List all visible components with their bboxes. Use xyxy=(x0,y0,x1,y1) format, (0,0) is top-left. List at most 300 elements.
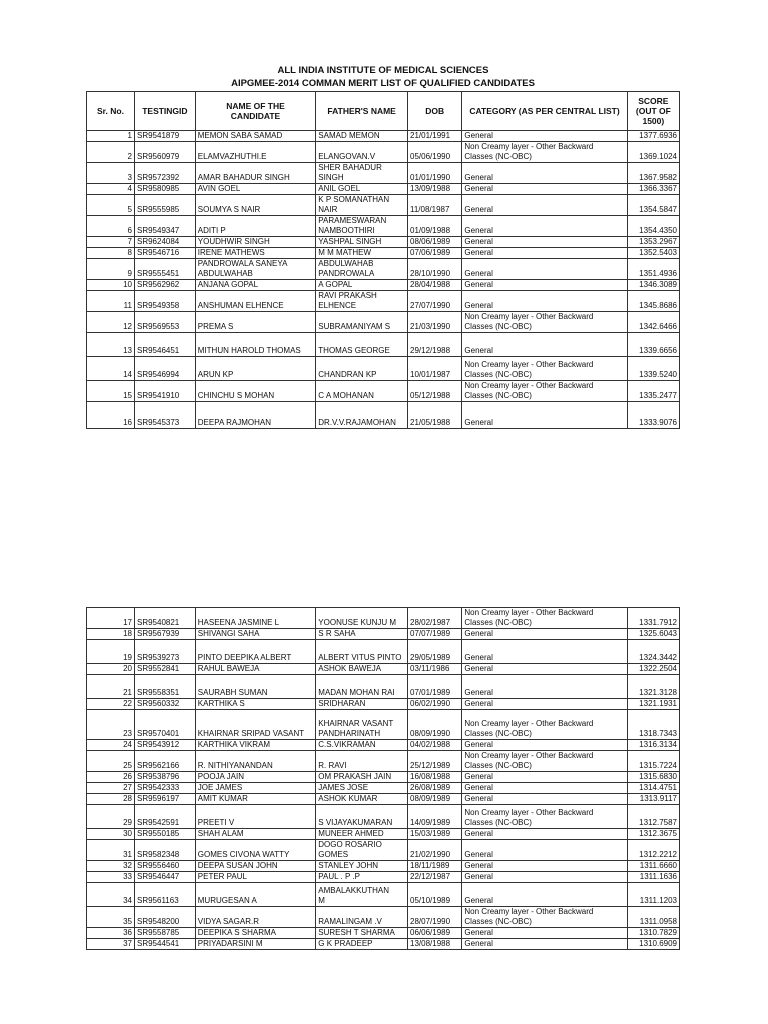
sr-no-cell: 25 xyxy=(87,751,135,772)
testing-id-cell: SR9546994 xyxy=(134,357,195,381)
score-cell: 1310.6909 xyxy=(627,939,679,950)
score-cell: 1354.5847 xyxy=(627,195,679,216)
father-name-cell: PARAMESWARAN NAMBOOTHIRI xyxy=(316,216,408,237)
category-cell: General xyxy=(462,783,627,794)
score-cell: 1366.3367 xyxy=(627,184,679,195)
candidate-name-cell: KHAIRNAR SRIPAD VASANT xyxy=(195,710,316,740)
header-testing-id: TESTINGID xyxy=(134,92,195,131)
score-cell: 1311.6660 xyxy=(627,861,679,872)
candidate-name-cell: JOE JAMES xyxy=(195,783,316,794)
sr-no-cell: 19 xyxy=(87,640,135,664)
sr-no-cell: 30 xyxy=(87,829,135,840)
score-cell: 1312.3675 xyxy=(627,829,679,840)
sr-no-cell: 8 xyxy=(87,248,135,259)
candidate-name-cell: POOJA JAIN xyxy=(195,772,316,783)
testing-id-cell: SR9562962 xyxy=(134,280,195,291)
testing-id-cell: SR9552841 xyxy=(134,664,195,675)
sr-no-cell: 9 xyxy=(87,259,135,280)
category-cell: Non Creamy layer - Other Backward Classes (NC-OBC) xyxy=(462,710,627,740)
father-name-cell: ALBERT VITUS PINTO xyxy=(316,640,408,664)
score-cell: 1367.9582 xyxy=(627,163,679,184)
sr-no-cell: 24 xyxy=(87,740,135,751)
dob-cell: 21/01/1991 xyxy=(408,131,462,142)
category-cell: General xyxy=(462,291,627,312)
category-cell: Non Creamy layer - Other Backward Classes (NC-OBC) xyxy=(462,357,627,381)
sr-no-cell: 7 xyxy=(87,237,135,248)
father-name-cell: C A MOHANAN xyxy=(316,381,408,402)
score-cell: 1318.7343 xyxy=(627,710,679,740)
table-row xyxy=(87,783,680,794)
candidate-name-cell: AVIN GOEL xyxy=(195,184,316,195)
table-row xyxy=(87,291,680,312)
testing-id-cell: SR9541879 xyxy=(134,131,195,142)
table-row xyxy=(87,184,680,195)
candidate-name-cell: AMAR BAHADUR SINGH xyxy=(195,163,316,184)
sr-no-cell: 37 xyxy=(87,939,135,950)
score-cell: 1353.2967 xyxy=(627,237,679,248)
father-name-cell: ASHOK KUMAR xyxy=(316,794,408,805)
testing-id-cell: SR9555985 xyxy=(134,195,195,216)
table-row xyxy=(87,883,680,907)
father-name-cell: THOMAS GEORGE xyxy=(316,333,408,357)
father-name-cell: CHANDRAN KP xyxy=(316,357,408,381)
dob-cell: 13/08/1988 xyxy=(408,939,462,950)
father-name-cell: PAUL . P .P xyxy=(316,872,408,883)
sr-no-cell: 26 xyxy=(87,772,135,783)
sr-no-cell: 2 xyxy=(87,142,135,163)
score-cell: 1339.5240 xyxy=(627,357,679,381)
table-row xyxy=(87,131,680,142)
dob-cell: 01/01/1990 xyxy=(408,163,462,184)
category-cell: Non Creamy layer - Other Backward Classes (NC-OBC) xyxy=(462,907,627,928)
dob-cell: 01/09/1988 xyxy=(408,216,462,237)
dob-cell: 28/04/1988 xyxy=(408,280,462,291)
sr-no-cell: 35 xyxy=(87,907,135,928)
category-cell: Non Creamy layer - Other Backward Classes (NC-OBC) xyxy=(462,381,627,402)
candidate-name-cell: MITHUN HAROLD THOMAS xyxy=(195,333,316,357)
category-cell: General xyxy=(462,794,627,805)
testing-id-cell: SR9545373 xyxy=(134,402,195,429)
sr-no-cell: 27 xyxy=(87,783,135,794)
testing-id-cell: SR9549358 xyxy=(134,291,195,312)
sr-no-cell: 34 xyxy=(87,883,135,907)
category-cell: General xyxy=(462,928,627,939)
sr-no-cell: 4 xyxy=(87,184,135,195)
table-row xyxy=(87,675,680,699)
testing-id-cell: SR9540821 xyxy=(134,608,195,629)
sr-no-cell: 18 xyxy=(87,629,135,640)
father-name-cell: M M MATHEW xyxy=(316,248,408,259)
testing-id-cell: SR9560332 xyxy=(134,699,195,710)
score-cell: 1315.7224 xyxy=(627,751,679,772)
table-row xyxy=(87,861,680,872)
father-name-cell: DR.V.V.RAJAMOHAN xyxy=(316,402,408,429)
score-cell: 1311.1636 xyxy=(627,872,679,883)
father-name-cell: OM PRAKASH JAIN xyxy=(316,772,408,783)
dob-cell: 28/02/1987 xyxy=(408,608,462,629)
testing-id-cell: SR9558785 xyxy=(134,928,195,939)
father-name-cell: R. RAVI xyxy=(316,751,408,772)
testing-id-cell: SR9542591 xyxy=(134,805,195,829)
sr-no-cell: 20 xyxy=(87,664,135,675)
table-row xyxy=(87,381,680,402)
category-cell: General xyxy=(462,248,627,259)
sr-no-cell: 10 xyxy=(87,280,135,291)
table-row xyxy=(87,237,680,248)
table-row xyxy=(87,740,680,751)
category-cell: Non Creamy layer - Other Backward Classes (NC-OBC) xyxy=(462,312,627,333)
testing-id-cell: SR9558351 xyxy=(134,675,195,699)
father-name-cell: MADAN MOHAN RAI xyxy=(316,675,408,699)
table-row xyxy=(87,805,680,829)
dob-cell: 29/12/1988 xyxy=(408,333,462,357)
dob-cell: 13/09/1988 xyxy=(408,184,462,195)
score-cell: 1377.6936 xyxy=(627,131,679,142)
merit-table-part-2 xyxy=(86,607,680,950)
candidate-name-cell: GOMES CIVONA WATTY xyxy=(195,840,316,861)
dob-cell: 05/10/1989 xyxy=(408,883,462,907)
table-row xyxy=(87,664,680,675)
candidate-name-cell: KARTHIKA S xyxy=(195,699,316,710)
sr-no-cell: 14 xyxy=(87,357,135,381)
father-name-cell: JAMES JOSE xyxy=(316,783,408,794)
category-cell: General xyxy=(462,675,627,699)
dob-cell: 26/08/1989 xyxy=(408,783,462,794)
category-cell: General xyxy=(462,333,627,357)
score-cell: 1321.1931 xyxy=(627,699,679,710)
category-cell: General xyxy=(462,740,627,751)
table-row xyxy=(87,939,680,950)
candidate-name-cell: PREETI V xyxy=(195,805,316,829)
table-row xyxy=(87,216,680,237)
category-cell: General xyxy=(462,939,627,950)
dob-cell: 10/01/1987 xyxy=(408,357,462,381)
dob-cell: 29/05/1989 xyxy=(408,640,462,664)
dob-cell: 06/02/1990 xyxy=(408,699,462,710)
category-cell: General xyxy=(462,195,627,216)
score-cell: 1342.6466 xyxy=(627,312,679,333)
table-row xyxy=(87,907,680,928)
category-cell: General xyxy=(462,772,627,783)
dob-cell: 21/05/1988 xyxy=(408,402,462,429)
testing-id-cell: SR9569553 xyxy=(134,312,195,333)
score-cell: 1346.3089 xyxy=(627,280,679,291)
testing-id-cell: SR9567939 xyxy=(134,629,195,640)
score-cell: 1321.3128 xyxy=(627,675,679,699)
score-cell: 1325.6043 xyxy=(627,629,679,640)
category-cell: General xyxy=(462,872,627,883)
category-cell: General xyxy=(462,840,627,861)
candidate-name-cell: ADITI P xyxy=(195,216,316,237)
table-row xyxy=(87,710,680,740)
sr-no-cell: 21 xyxy=(87,675,135,699)
category-cell: Non Creamy layer - Other Backward Classes (NC-OBC) xyxy=(462,142,627,163)
category-cell: Non Creamy layer - Other Backward Classes (NC-OBC) xyxy=(462,608,627,629)
testing-id-cell: SR9560979 xyxy=(134,142,195,163)
dob-cell: 21/02/1990 xyxy=(408,840,462,861)
table-row xyxy=(87,259,680,280)
category-cell: General xyxy=(462,629,627,640)
father-name-cell: YASHPAL SINGH xyxy=(316,237,408,248)
testing-id-cell: SR9549347 xyxy=(134,216,195,237)
score-cell: 1339.6656 xyxy=(627,333,679,357)
testing-id-cell: SR9546451 xyxy=(134,333,195,357)
category-cell: General xyxy=(462,861,627,872)
candidate-name-cell: IRENE MATHEWS xyxy=(195,248,316,259)
candidate-name-cell: MURUGESAN A xyxy=(195,883,316,907)
institute-title: ALL INDIA INSTITUTE OF MEDICAL SCIENCES xyxy=(277,65,489,76)
dob-cell: 04/02/1988 xyxy=(408,740,462,751)
candidate-name-cell: ANJANA GOPAL xyxy=(195,280,316,291)
testing-id-cell: SR9555451 xyxy=(134,259,195,280)
score-cell: 1315.6830 xyxy=(627,772,679,783)
table-row xyxy=(87,608,680,629)
candidate-name-cell: SHAH ALAM xyxy=(195,829,316,840)
father-name-cell: YOONUSE KUNJU M xyxy=(316,608,408,629)
score-cell: 1331.7912 xyxy=(627,608,679,629)
score-cell: 1333.9076 xyxy=(627,402,679,429)
score-cell: 1335.2477 xyxy=(627,381,679,402)
score-cell: 1313.9117 xyxy=(627,794,679,805)
table-row xyxy=(87,699,680,710)
sr-no-cell: 15 xyxy=(87,381,135,402)
table-row xyxy=(87,829,680,840)
dob-cell: 05/06/1990 xyxy=(408,142,462,163)
score-cell: 1322.2504 xyxy=(627,664,679,675)
candidate-name-cell: PETER PAUL xyxy=(195,872,316,883)
dob-cell: 21/03/1990 xyxy=(408,312,462,333)
table-row xyxy=(87,928,680,939)
table-row xyxy=(87,142,680,163)
candidate-name-cell: SAURABH SUMAN xyxy=(195,675,316,699)
testing-id-cell: SR9570401 xyxy=(134,710,195,740)
category-cell: Non Creamy layer - Other Backward Classes (NC-OBC) xyxy=(462,751,627,772)
dob-cell: 28/07/1990 xyxy=(408,907,462,928)
category-cell: General xyxy=(462,216,627,237)
father-name-cell: SRIDHARAN xyxy=(316,699,408,710)
father-name-cell: DOGO ROSARIO GOMES xyxy=(316,840,408,861)
score-cell: 1345.8686 xyxy=(627,291,679,312)
table-row xyxy=(87,333,680,357)
father-name-cell: ANIL GOEL xyxy=(316,184,408,195)
testing-id-cell: SR9544541 xyxy=(134,939,195,950)
sr-no-cell: 5 xyxy=(87,195,135,216)
dob-cell: 03/11/1986 xyxy=(408,664,462,675)
score-cell: 1316.3134 xyxy=(627,740,679,751)
candidate-name-cell: PANDROWALA SANEYA ABDULWAHAB xyxy=(195,259,316,280)
header-dob: DOB xyxy=(408,92,462,131)
table-row xyxy=(87,629,680,640)
candidate-name-cell: DEEPA SUSAN JOHN xyxy=(195,861,316,872)
category-cell: Non Creamy layer - Other Backward Classes (NC-OBC) xyxy=(462,805,627,829)
testing-id-cell: SR9561163 xyxy=(134,883,195,907)
table-header-row xyxy=(87,92,680,131)
category-cell: General xyxy=(462,664,627,675)
sr-no-cell: 31 xyxy=(87,840,135,861)
table-row xyxy=(87,357,680,381)
table-row xyxy=(87,195,680,216)
testing-id-cell: SR9548200 xyxy=(134,907,195,928)
table-row xyxy=(87,794,680,805)
testing-id-cell: SR9624084 xyxy=(134,237,195,248)
father-name-cell: ELANGOVAN.V xyxy=(316,142,408,163)
father-name-cell: SUBRAMANIYAM S xyxy=(316,312,408,333)
sr-no-cell: 3 xyxy=(87,163,135,184)
candidate-name-cell: SOUMYA S NAIR xyxy=(195,195,316,216)
sr-no-cell: 1 xyxy=(87,131,135,142)
score-cell: 1324.3442 xyxy=(627,640,679,664)
father-name-cell: RAMALINGAM .V xyxy=(316,907,408,928)
testing-id-cell: SR9542333 xyxy=(134,783,195,794)
table-row xyxy=(87,772,680,783)
candidate-name-cell: YOUDHWIR SINGH xyxy=(195,237,316,248)
sr-no-cell: 12 xyxy=(87,312,135,333)
father-name-cell: RAVI PRAKASH ELHENCE xyxy=(316,291,408,312)
candidate-name-cell: PREMA S xyxy=(195,312,316,333)
sr-no-cell: 36 xyxy=(87,928,135,939)
dob-cell: 18/11/1989 xyxy=(408,861,462,872)
candidate-name-cell: DEEPIKA S SHARMA xyxy=(195,928,316,939)
table-row xyxy=(87,640,680,664)
dob-cell: 07/06/1989 xyxy=(408,248,462,259)
candidate-name-cell: R. NITHIYANANDAN xyxy=(195,751,316,772)
testing-id-cell: SR9580985 xyxy=(134,184,195,195)
category-cell: General xyxy=(462,184,627,195)
header-score: SCORE (OUT OF 1500) xyxy=(627,92,679,131)
category-cell: General xyxy=(462,259,627,280)
candidate-name-cell: MEMON SABA SAMAD xyxy=(195,131,316,142)
dob-cell: 15/03/1989 xyxy=(408,829,462,840)
testing-id-cell: SR9546447 xyxy=(134,872,195,883)
header-sr-no: Sr. No. xyxy=(87,92,135,131)
testing-id-cell: SR9543912 xyxy=(134,740,195,751)
dob-cell: 16/08/1988 xyxy=(408,772,462,783)
score-cell: 1351.4936 xyxy=(627,259,679,280)
father-name-cell: C.S.VIKRAMAN xyxy=(316,740,408,751)
father-name-cell: KHAIRNAR VASANT PANDHARINATH xyxy=(316,710,408,740)
category-cell: General xyxy=(462,402,627,429)
candidate-name-cell: SHIVANGI SAHA xyxy=(195,629,316,640)
score-cell: 1352.5403 xyxy=(627,248,679,259)
merit-list-title: AIPGMEE-2014 COMMAN MERIT LIST OF QUALIFIED CANDIDATES xyxy=(231,78,535,89)
dob-cell: 08/09/1989 xyxy=(408,794,462,805)
merit-table-part-1 xyxy=(86,91,680,429)
father-name-cell: MUNEER AHMED xyxy=(316,829,408,840)
candidate-name-cell: RAHUL BAWEJA xyxy=(195,664,316,675)
candidate-name-cell: VIDYA SAGAR.R xyxy=(195,907,316,928)
father-name-cell: AMBALAKKUTHAN M xyxy=(316,883,408,907)
dob-cell: 05/12/1988 xyxy=(408,381,462,402)
category-cell: General xyxy=(462,280,627,291)
table-row xyxy=(87,751,680,772)
dob-cell: 25/12/1989 xyxy=(408,751,462,772)
dob-cell: 06/06/1989 xyxy=(408,928,462,939)
testing-id-cell: SR9562166 xyxy=(134,751,195,772)
candidate-name-cell: AMIT KUMAR xyxy=(195,794,316,805)
sr-no-cell: 17 xyxy=(87,608,135,629)
candidate-name-cell: CHINCHU S MOHAN xyxy=(195,381,316,402)
header-candidate-name: NAME OF THE CANDIDATE xyxy=(195,92,316,131)
score-cell: 1311.0958 xyxy=(627,907,679,928)
header-category: CATEGORY (AS PER CENTRAL LIST) xyxy=(462,92,627,131)
candidate-name-cell: ARUN KP xyxy=(195,357,316,381)
table-row xyxy=(87,312,680,333)
table-row xyxy=(87,280,680,291)
father-name-cell: S R SAHA xyxy=(316,629,408,640)
category-cell: General xyxy=(462,640,627,664)
sr-no-cell: 29 xyxy=(87,805,135,829)
dob-cell: 08/06/1989 xyxy=(408,237,462,248)
dob-cell: 11/08/1987 xyxy=(408,195,462,216)
testing-id-cell: SR9546716 xyxy=(134,248,195,259)
father-name-cell: SHER BAHADUR SINGH xyxy=(316,163,408,184)
sr-no-cell: 6 xyxy=(87,216,135,237)
father-name-cell: S VIJAYAKUMARAN xyxy=(316,805,408,829)
dob-cell: 07/07/1989 xyxy=(408,629,462,640)
testing-id-cell: SR9556460 xyxy=(134,861,195,872)
candidate-name-cell: ELAMVAZHUTHI.E xyxy=(195,142,316,163)
score-cell: 1369.1024 xyxy=(627,142,679,163)
testing-id-cell: SR9582348 xyxy=(134,840,195,861)
candidate-name-cell: PINTO DEEPIKA ALBERT xyxy=(195,640,316,664)
dob-cell: 14/09/1989 xyxy=(408,805,462,829)
candidate-name-cell: ANSHUMAN ELHENCE xyxy=(195,291,316,312)
table-row xyxy=(87,402,680,429)
category-cell: General xyxy=(462,163,627,184)
dob-cell: 07/01/1989 xyxy=(408,675,462,699)
sr-no-cell: 13 xyxy=(87,333,135,357)
father-name-cell: ASHOK BAWEJA xyxy=(316,664,408,675)
category-cell: General xyxy=(462,699,627,710)
score-cell: 1312.7587 xyxy=(627,805,679,829)
sr-no-cell: 33 xyxy=(87,872,135,883)
sr-no-cell: 32 xyxy=(87,861,135,872)
sr-no-cell: 22 xyxy=(87,699,135,710)
father-name-cell: SURESH T SHARMA xyxy=(316,928,408,939)
dob-cell: 08/09/1990 xyxy=(408,710,462,740)
testing-id-cell: SR9596197 xyxy=(134,794,195,805)
category-cell: General xyxy=(462,829,627,840)
candidate-name-cell: DEEPA RAJMOHAN xyxy=(195,402,316,429)
candidate-name-cell: PRIYADARSINI M xyxy=(195,939,316,950)
score-cell: 1314.4751 xyxy=(627,783,679,794)
score-cell: 1311.1203 xyxy=(627,883,679,907)
category-cell: General xyxy=(462,237,627,248)
candidate-name-cell: HASEENA JASMINE L xyxy=(195,608,316,629)
dob-cell: 22/12/1987 xyxy=(408,872,462,883)
score-cell: 1310.7829 xyxy=(627,928,679,939)
sr-no-cell: 23 xyxy=(87,710,135,740)
father-name-cell: SAMAD MEMON xyxy=(316,131,408,142)
category-cell: General xyxy=(462,883,627,907)
score-cell: 1312.2212 xyxy=(627,840,679,861)
testing-id-cell: SR9572392 xyxy=(134,163,195,184)
table-row xyxy=(87,840,680,861)
dob-cell: 27/07/1990 xyxy=(408,291,462,312)
father-name-cell: A GOPAL xyxy=(316,280,408,291)
category-cell: General xyxy=(462,131,627,142)
father-name-cell: STANLEY JOHN xyxy=(316,861,408,872)
table-row xyxy=(87,163,680,184)
sr-no-cell: 16 xyxy=(87,402,135,429)
testing-id-cell: SR9538796 xyxy=(134,772,195,783)
sr-no-cell: 28 xyxy=(87,794,135,805)
sr-no-cell: 11 xyxy=(87,291,135,312)
testing-id-cell: SR9539273 xyxy=(134,640,195,664)
candidate-name-cell: KARTHIKA VIKRAM xyxy=(195,740,316,751)
father-name-cell: K P SOMANATHAN NAIR xyxy=(316,195,408,216)
dob-cell: 28/10/1990 xyxy=(408,259,462,280)
